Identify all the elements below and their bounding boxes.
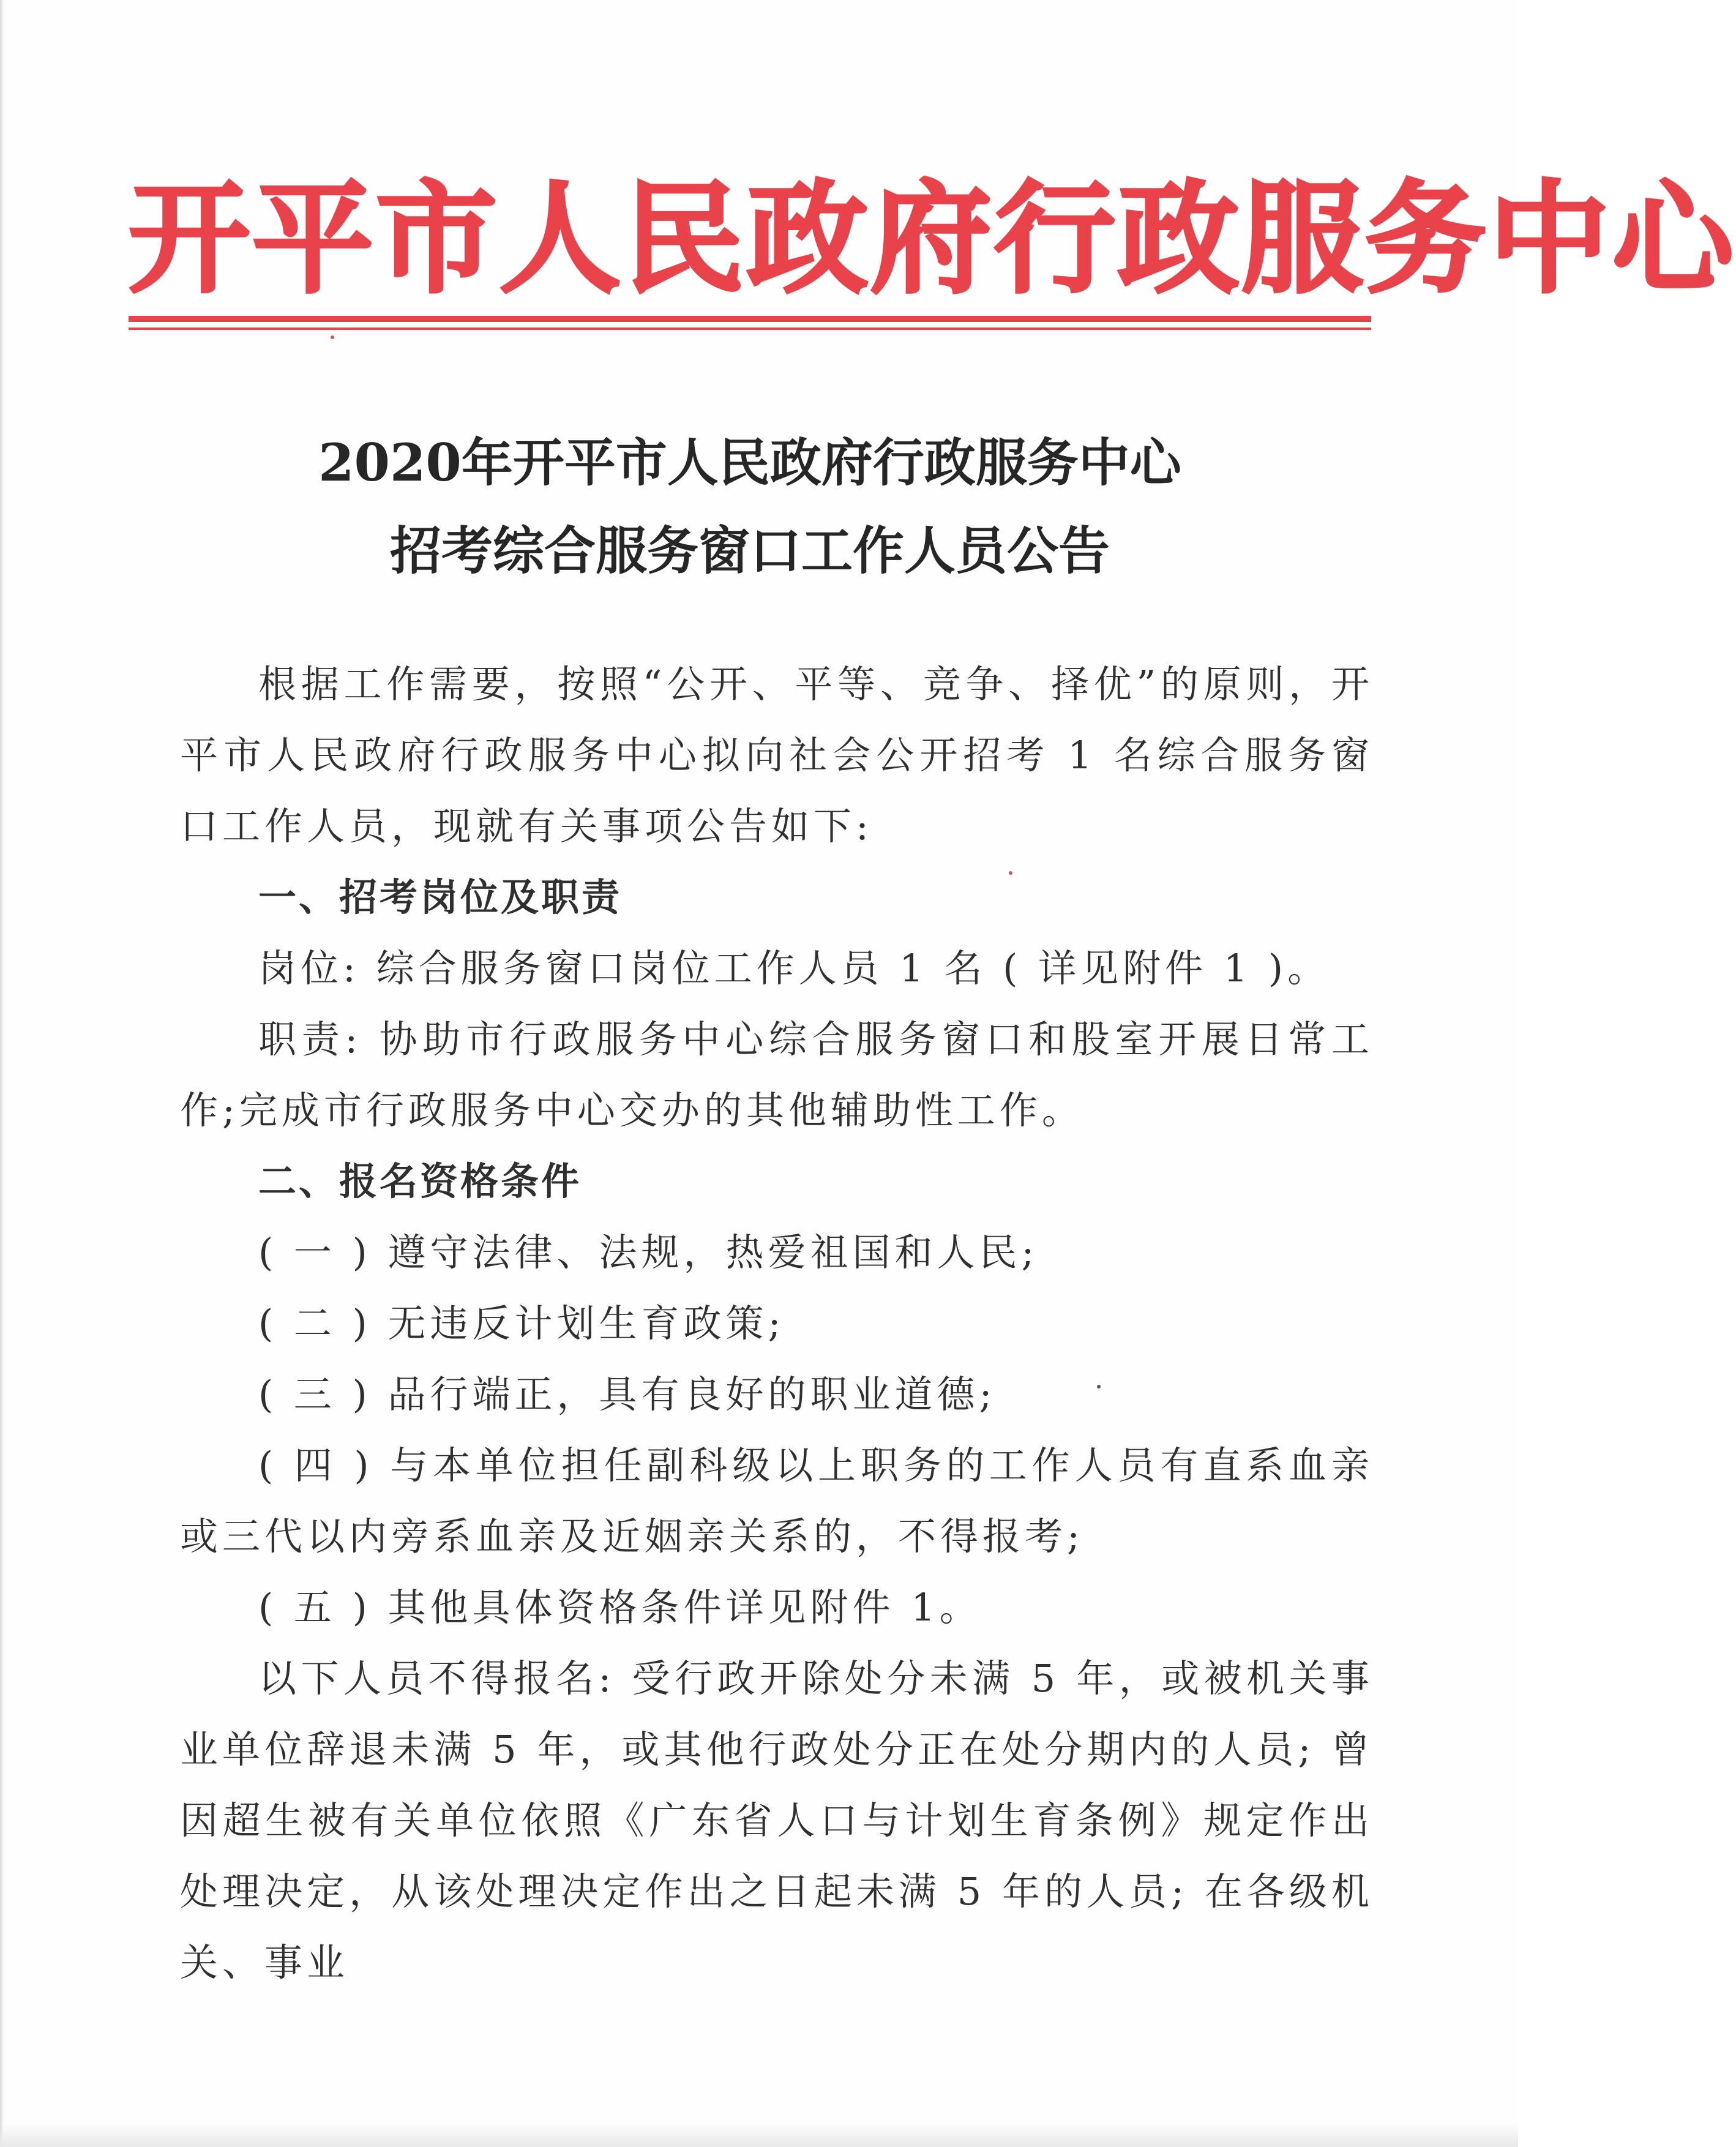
condition-item-1: ( 一 ) 遵守法律、法规，热爱祖国和人民; <box>258 1230 1039 1275</box>
document-title-line1: 2020年开平市人民政府行政服务中心 <box>318 432 1181 493</box>
letterhead-org-name: 开平市人民政府行政服务中心 <box>129 167 1736 310</box>
duty-paragraph: 职责: 协助市行政服务中心综合服务窗口和股室开展日常工作;完成市行政服务中心交办的其他辅助性工作。 <box>180 1017 1374 1133</box>
condition-item-3: ( 三 ) 品行端正，具有良好的职业道德; <box>258 1372 997 1417</box>
section1-heading: 一、招考岗位及职责 <box>258 875 623 920</box>
position-paragraph: 岗位: 综合服务窗口岗位工作人员 1 名 ( 详见附件 1 )。 <box>258 946 1330 991</box>
scan-speck <box>331 335 334 339</box>
letterhead-rule-thin <box>129 328 1371 330</box>
letterhead-rule-thick <box>129 316 1371 322</box>
condition-item-4: ( 四 ) 与本单位担任副科级以上职务的工作人员有直系血亲或三代以内旁系血亲及近姻亲关系的，不得报考; <box>180 1443 1374 1559</box>
scan-edge-shadow <box>0 0 4 2147</box>
document-title-line2: 招考综合服务窗口工作人员公告 <box>389 520 1110 581</box>
document-body <box>180 649 1374 1998</box>
section2-heading: 二、报名资格条件 <box>258 1159 582 1204</box>
scan-bottom-shadow <box>0 2123 1518 2147</box>
condition-item-2: ( 二 ) 无违反计划生育政策; <box>258 1301 785 1346</box>
exclusion-paragraph: 以下人员不得报名: 受行政开除处分未满 5 年，或被机关事业单位辞退未满 5 年，或其他行政处分正在处分期内的人员; 曾因超生被有关单位依照《广东省人口与计划生育条例》规定作出处理决定，从该处理决定作出之日起未满 5 年的人员; 在各级机关、事业 <box>180 1656 1374 1985</box>
scan-speck <box>1009 871 1012 875</box>
condition-item-5: ( 五 ) 其他具体资格条件详见附件 1。 <box>258 1585 982 1630</box>
scan-speck <box>1097 1385 1101 1388</box>
intro-paragraph: 根据工作需要，按照“公开、平等、竞争、择优”的原则，开平市人民政府行政服务中心拟向社会公开招考 1 名综合服务窗口工作人员，现就有关事项公告如下: <box>180 662 1374 849</box>
